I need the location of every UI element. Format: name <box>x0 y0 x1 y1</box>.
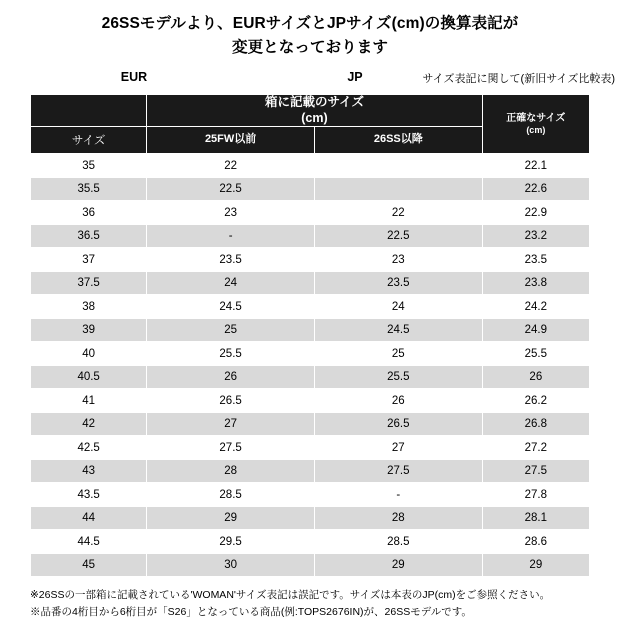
cell-box-size-new: 25.5 <box>314 365 482 389</box>
cell-box-size-old: 29 <box>147 506 315 530</box>
header-correct-line-1: 正確なサイズ <box>506 112 566 124</box>
cell-eur-size: 42 <box>31 412 147 436</box>
cell-correct-size: 22.1 <box>482 154 589 178</box>
footnote-1: ※26SSの一部箱に記載されている'WOMAN'サイズ表記は誤記です。サイズは本表のJP(cm)をご参照ください。 <box>30 589 551 602</box>
cell-box-size-new <box>314 177 482 201</box>
table-row <box>31 224 590 248</box>
cell-eur-size: 37 <box>31 248 147 272</box>
cell-eur-size: 43 <box>31 459 147 483</box>
cell-correct-size: 23.2 <box>482 224 589 248</box>
cell-correct-size: 29 <box>482 553 589 577</box>
header-box-size-line-2: (cm) <box>301 110 328 125</box>
cell-box-size-new: 27.5 <box>314 459 482 483</box>
header-box-size-line-1: 箱に記載のサイズ <box>264 95 364 110</box>
cell-box-size-old: 30 <box>147 553 315 577</box>
table-row <box>31 412 590 436</box>
table-row <box>31 389 590 413</box>
cell-eur-size: 44.5 <box>31 530 147 554</box>
cell-box-size-old: 28.5 <box>147 483 315 507</box>
cell-box-size-old: 27.5 <box>147 436 315 460</box>
cell-box-size-new: 27 <box>314 436 482 460</box>
cell-box-size-old: 29.5 <box>147 530 315 554</box>
header-new-label: 26SS以降 <box>373 133 423 146</box>
cell-eur-size: 39 <box>31 318 147 342</box>
cell-box-size-new: 24 <box>314 295 482 319</box>
cell-eur-size: 37.5 <box>31 271 147 295</box>
cell-box-size-new: 28.5 <box>314 530 482 554</box>
cell-correct-size: 26 <box>482 365 589 389</box>
table-row <box>31 201 590 225</box>
footnote-2: ※品番の4桁目から6桁目が「S26」となっている商品(例:TOPS2676IN)が、26SSモデルです。 <box>30 605 472 618</box>
cell-eur-size: 44 <box>31 506 147 530</box>
size-notation-note: サイズ表記に関して(新旧サイズ比較表) <box>422 73 615 86</box>
cell-box-size-old: 25 <box>147 318 315 342</box>
table-row <box>31 154 590 178</box>
cell-eur-size: 35.5 <box>31 177 147 201</box>
cell-eur-size: 35 <box>31 154 147 178</box>
table-row <box>31 530 590 554</box>
cell-eur-size: 45 <box>31 553 147 577</box>
cell-eur-size: 40.5 <box>31 365 147 389</box>
cell-eur-size: 36.5 <box>31 224 147 248</box>
table-body <box>31 154 590 577</box>
cell-box-size-new: 26 <box>314 389 482 413</box>
cell-box-size-new: 22.5 <box>314 224 482 248</box>
footnotes <box>30 587 590 620</box>
cell-correct-size: 23.8 <box>482 271 589 295</box>
cell-box-size-old: - <box>147 224 315 248</box>
table-row <box>31 318 590 342</box>
cell-correct-size: 28.6 <box>482 530 589 554</box>
cell-box-size-old: 25.5 <box>147 342 315 366</box>
header-cell-empty <box>31 95 147 127</box>
table-row <box>31 365 590 389</box>
cell-box-size-old: 24.5 <box>147 295 315 319</box>
cell-correct-size: 25.5 <box>482 342 589 366</box>
cell-box-size-new: 26.5 <box>314 412 482 436</box>
cell-correct-size: 22.9 <box>482 201 589 225</box>
cell-correct-size: 26.2 <box>482 389 589 413</box>
cell-eur-size: 41 <box>31 389 147 413</box>
cell-box-size-new: 25 <box>314 342 482 366</box>
table-row <box>31 459 590 483</box>
header-correct-line-2: (cm) <box>526 124 546 135</box>
cell-box-size-old: 26 <box>147 365 315 389</box>
cell-box-size-old: 28 <box>147 459 315 483</box>
size-conversion-table <box>30 94 590 577</box>
header-cell-eur-size: サイズ <box>31 127 147 154</box>
table-row <box>31 483 590 507</box>
header-cell-new <box>314 127 482 154</box>
cell-box-size-old: 22 <box>147 154 315 178</box>
table-row <box>31 436 590 460</box>
cell-correct-size: 28.1 <box>482 506 589 530</box>
cell-eur-size: 36 <box>31 201 147 225</box>
cell-correct-size: 23.5 <box>482 248 589 272</box>
cell-correct-size: 22.6 <box>482 177 589 201</box>
cell-box-size-new: 23.5 <box>314 271 482 295</box>
cell-correct-size: 27.2 <box>482 436 589 460</box>
cell-box-size-new: - <box>314 483 482 507</box>
column-header-labels <box>0 70 620 92</box>
cell-correct-size: 24.2 <box>482 295 589 319</box>
cell-correct-size: 24.9 <box>482 318 589 342</box>
table-header-row-1 <box>31 95 590 127</box>
cell-box-size-new: 29 <box>314 553 482 577</box>
header-cell-box-size <box>147 95 482 127</box>
cell-eur-size: 43.5 <box>31 483 147 507</box>
table-row <box>31 271 590 295</box>
header-cell-old <box>147 127 315 154</box>
table-row <box>31 553 590 577</box>
label-jp: JP <box>347 70 363 85</box>
cell-box-size-new: 22 <box>314 201 482 225</box>
table-row <box>31 342 590 366</box>
page-title <box>0 0 620 60</box>
header-cell-correct-size <box>482 95 589 154</box>
table-row <box>31 177 590 201</box>
table-row <box>31 295 590 319</box>
cell-box-size-old: 23.5 <box>147 248 315 272</box>
cell-box-size-old: 24 <box>147 271 315 295</box>
cell-box-size-new <box>314 154 482 178</box>
cell-box-size-new: 23 <box>314 248 482 272</box>
cell-correct-size: 27.8 <box>482 483 589 507</box>
cell-eur-size: 38 <box>31 295 147 319</box>
cell-correct-size: 26.8 <box>482 412 589 436</box>
table-row <box>31 506 590 530</box>
cell-eur-size: 42.5 <box>31 436 147 460</box>
cell-eur-size: 40 <box>31 342 147 366</box>
cell-box-size-old: 27 <box>147 412 315 436</box>
cell-box-size-old: 22.5 <box>147 177 315 201</box>
cell-correct-size: 27.5 <box>482 459 589 483</box>
page-title-line-2: 変更となっております <box>231 39 388 57</box>
cell-box-size-new: 24.5 <box>314 318 482 342</box>
table-head <box>31 95 590 154</box>
label-eur: EUR <box>120 70 148 85</box>
header-old-label: 25FW以前 <box>204 133 257 146</box>
cell-box-size-new: 28 <box>314 506 482 530</box>
cell-box-size-old: 26.5 <box>147 389 315 413</box>
page-title-line-1: 26SSモデルより、EURサイズとJPサイズ(cm)の換算表記が <box>101 15 519 32</box>
table-row <box>31 248 590 272</box>
cell-box-size-old: 23 <box>147 201 315 225</box>
